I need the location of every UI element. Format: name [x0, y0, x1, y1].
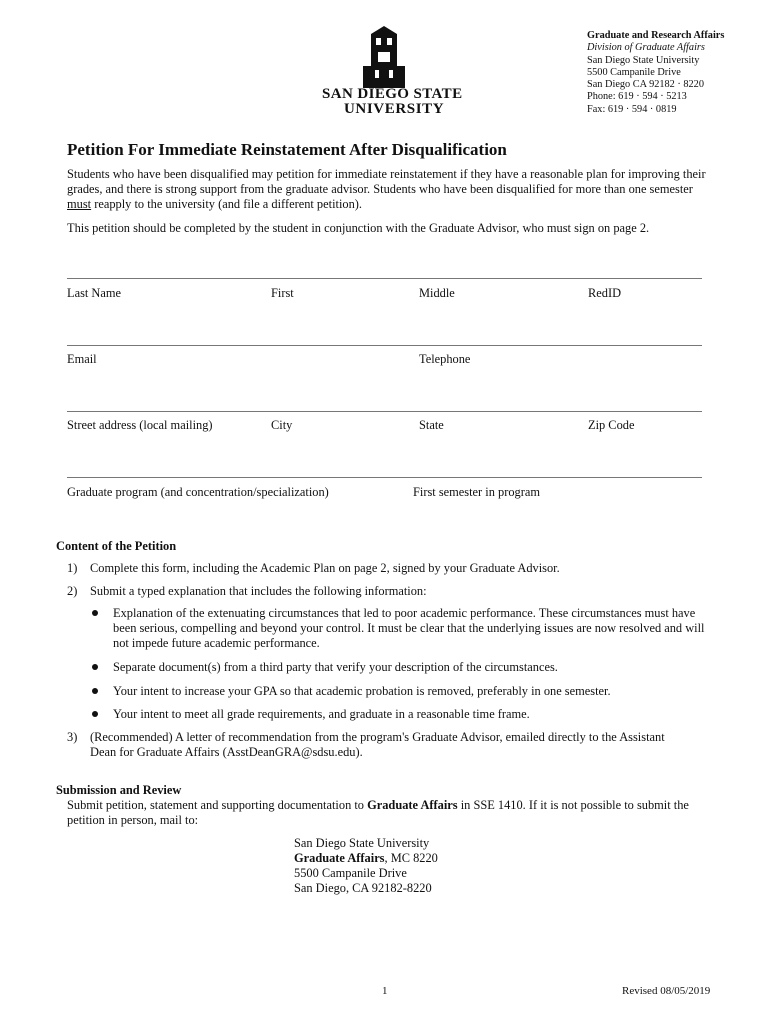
bullet-item: Separate document(s) from a third party that verify your description of the circumstances. — [113, 660, 558, 674]
bullet-icon — [92, 688, 98, 694]
street-address-input-line[interactable] — [67, 411, 702, 412]
bullet-item: Your intent to meet all grade requirements, and graduate in a reasonable time frame. — [113, 707, 530, 721]
phone-line: Phone: 619 · 594 · 5213 — [587, 91, 687, 103]
state-label: State — [419, 418, 444, 432]
instructions-paragraph: This petition should be completed by the student in conjunction with the Graduate Advisor, who must sign on page 2. — [67, 221, 650, 235]
content-item-3: (Recommended) A letter of recommendation from the program's Graduate Advisor, emailed directly to the Assistant Dean for Graduate Affairs (AsstDeanGRA@sdsu.edu). — [90, 730, 665, 759]
fax-line: Fax: 619 · 594 · 0819 — [587, 103, 677, 115]
submission-heading: Submission and Review — [56, 783, 182, 797]
redid-label: RedID — [588, 286, 622, 300]
content-heading: Content of the Petition — [56, 539, 177, 553]
middle-name-label: Middle — [419, 286, 455, 300]
bullet-icon — [92, 711, 98, 717]
first-semester-label: First semester in program — [413, 485, 540, 499]
address-line: 5500 Campanile Drive — [587, 66, 681, 78]
department-address-block — [587, 30, 724, 116]
submission-text: Submit petition, statement and supporting documentation to Graduate Affairs in SSE 1410. If it is not possible to submit the petition in person, mail to: — [67, 798, 689, 827]
revised-date: Revised 08/05/2019 — [622, 985, 711, 997]
address-line: San Diego CA 92182 · 8220 — [587, 79, 704, 91]
mail-line: Graduate Affairs, MC 8220 — [294, 851, 438, 865]
sdsu-campanile-logo — [361, 26, 407, 88]
telephone-label: Telephone — [419, 352, 471, 366]
logo-wordmark-line1: SAN DIEGO STATE — [322, 86, 463, 102]
intro-paragraph: Students who have been disqualified may petition for immediate reinstatement if they have a reasonable plan for improving their grades, and there is strong support from the graduate advisor. Students who have been disqualified for more than one semester must reapply to the university (and file a different petition). — [67, 167, 706, 212]
email-label: Email — [67, 352, 97, 366]
street-address-label: Street address (local mailing) — [67, 418, 213, 432]
bullet-icon — [92, 610, 98, 616]
graduate-program-label: Graduate program (and concentration/specialization) — [67, 485, 329, 499]
logo-wordmark-line2: UNIVERSITY — [344, 101, 445, 117]
page-title: Petition For Immediate Reinstatement After Disqualification — [67, 140, 507, 159]
mailing-address — [294, 836, 438, 896]
item-number: 3) — [67, 730, 78, 744]
mail-line: San Diego, CA 92182-8220 — [294, 881, 432, 895]
mail-line: 5500 Campanile Drive — [294, 866, 407, 880]
bullet-item: Your intent to increase your GPA so that academic probation is removed, preferably in one semester. — [113, 684, 611, 698]
page-number: 1 — [382, 985, 388, 997]
address-line: San Diego State University — [587, 54, 700, 66]
zip-code-label: Zip Code — [588, 418, 635, 432]
last-name-label: Last Name — [67, 286, 122, 300]
division-name: Division of Graduate Affairs — [587, 42, 705, 54]
bullet-icon — [92, 664, 98, 670]
bullet-item: Explanation of the extenuating circumstances that led to poor academic performance. These circumstances must have been serious, compelling and beyond your control. It must be clear that the underlying issues are now resolved and will not impede future academic performance. — [113, 606, 705, 650]
item-number: 1) — [67, 561, 78, 575]
item-number: 2) — [67, 584, 78, 598]
department-name: Graduate and Research Affairs — [587, 30, 725, 41]
graduate-program-input-line[interactable] — [67, 477, 702, 478]
email-input-line[interactable] — [67, 345, 702, 346]
last-name-input-line[interactable] — [67, 278, 702, 279]
city-label: City — [271, 418, 293, 432]
content-item-2: Submit a typed explanation that includes the following information: — [90, 584, 427, 598]
mail-line: San Diego State University — [294, 836, 430, 850]
first-name-label: First — [271, 286, 294, 300]
content-item-1: Complete this form, including the Academic Plan on page 2, signed by your Graduate Advisor. — [90, 561, 560, 575]
